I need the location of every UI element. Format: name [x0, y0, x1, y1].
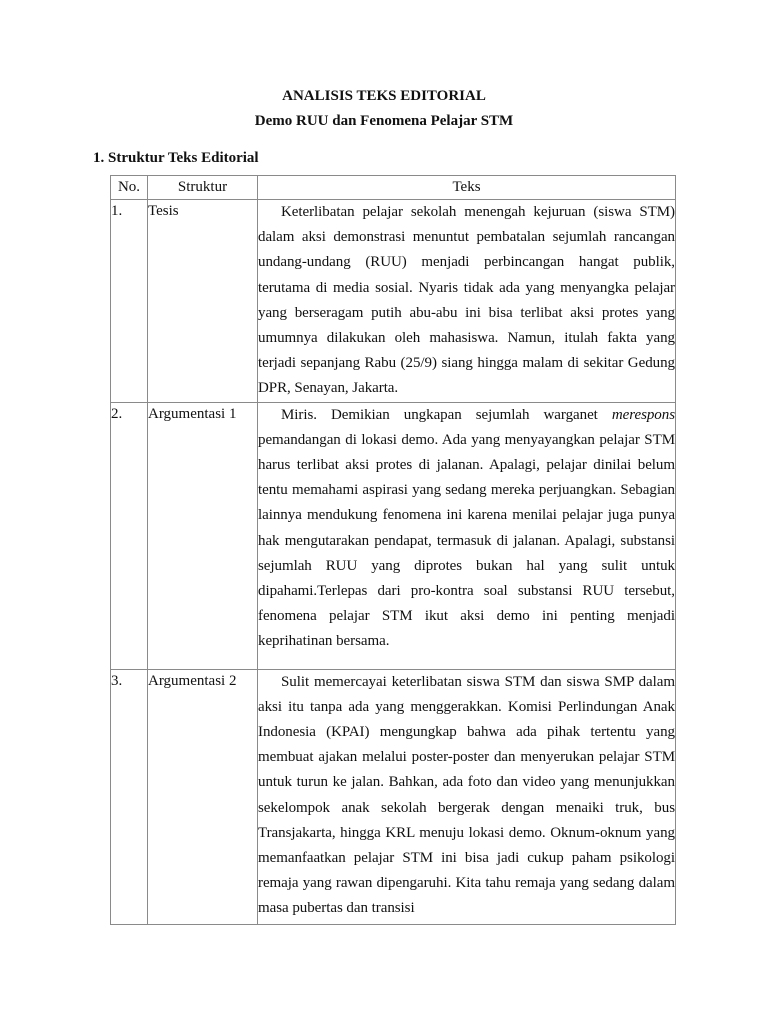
table-row — [111, 669, 676, 924]
row-text-paragraph: Sulit memercayai keterlibatan siswa STM dan siswa SMP dalam aksi itu tanpa ada yang menggerakkan. Komisi Perlindungan Anak Indonesia (KPAI) mengungkap bahwa ada pihak tertentu yang membuat ajakan melalui poster-poster dan menyerukan pelajar STM untuk turun ke jalan. Bahkan, ada foto dan video yang menunjukkan sekelompok anak sekolah bergerak dengan menaiki truk, bus Transjakarta, hingga KRL menuju lokasi demo. Oknum-oknum yang memanfaatkan pelajar STM ini bisa jadi cukup paham psikologi remaja yang rawan dipengaruhi. Kita tahu remaja yang sedang dalam masa pubertas dan transisi — [258, 673, 675, 917]
document-subtitle: Demo RUU dan Fenomena Pelajar STM — [254, 113, 514, 129]
row-number — [111, 200, 148, 403]
editorial-structure-table — [110, 175, 676, 925]
row-number-text: 3. — [111, 672, 123, 689]
row-structure-text: Tesis — [148, 203, 179, 219]
row-text — [258, 669, 676, 924]
row-number — [111, 669, 148, 924]
row-structure — [148, 200, 258, 403]
section-heading: 1. Struktur Teks Editorial — [93, 150, 259, 166]
table-row — [111, 402, 676, 669]
table-header-row — [111, 176, 676, 200]
row-structure-text: Argumentasi 2 — [148, 672, 237, 689]
row-structure — [148, 402, 258, 669]
row-text — [258, 402, 676, 669]
row-text-italic-word: merespons — [611, 406, 675, 423]
document-title: ANALISIS TEKS EDITORIAL — [282, 88, 486, 104]
row-number-text: 2. — [111, 405, 123, 422]
column-header-teks: Teks — [258, 176, 676, 200]
row-number — [111, 402, 148, 669]
row-text — [258, 200, 676, 403]
table-row — [111, 200, 676, 403]
column-header-no: No. — [111, 176, 148, 200]
row-text-paragraph: Keterlibatan pelajar sekolah menengah kejuruan (siswa STM) dalam aksi demonstrasi menuntut pembatalan sejumlah rancangan undang-undang (RUU) menjadi perbincangan hangat publik, terutama di media sosial. Nyaris tidak ada yang menyangka pelajar yang berseragam putih abu-abu ini bisa terlibat aksi protes yang umumnya dilakukan oleh mahasiswa. Namun, itulah fakta yang terjadi sepanjang Rabu (25/9) siang hingga malam di sekitar Gedung DPR, Senayan, Jakarta. — [258, 204, 675, 397]
row-text-segment: pemandangan di lokasi demo. Ada yang menyayangkan pelajar STM harus terlibat aksi protes di jalanan. Apalagi, pelajar dinilai belum tentu memahami aspirasi yang sedang mereka perjuangkan. Sebagian lainnya mendukung fenomena ini karena menilai pelajar juga punya hak mengutarakan pendapat, termasuk di jalanan. Apalagi, substansi sejumlah RUU yang diprotes bukan hal yang sulit untuk dipahami.Terlepas dari pro-kontra soal substansi RUU tersebut, fenomena pelajar STM ikut aksi demo ini penting menjadi keprihatinan bersama. — [258, 431, 675, 650]
column-header-struktur: Struktur — [148, 176, 258, 200]
row-structure — [148, 669, 258, 924]
row-number-text: 1. — [111, 203, 123, 219]
row-text-segment: Miris. Demikian ungkapan sejumlah warganet — [281, 406, 612, 423]
row-structure-text: Argumentasi 1 — [148, 405, 237, 422]
row-text-paragraph — [258, 403, 675, 667]
